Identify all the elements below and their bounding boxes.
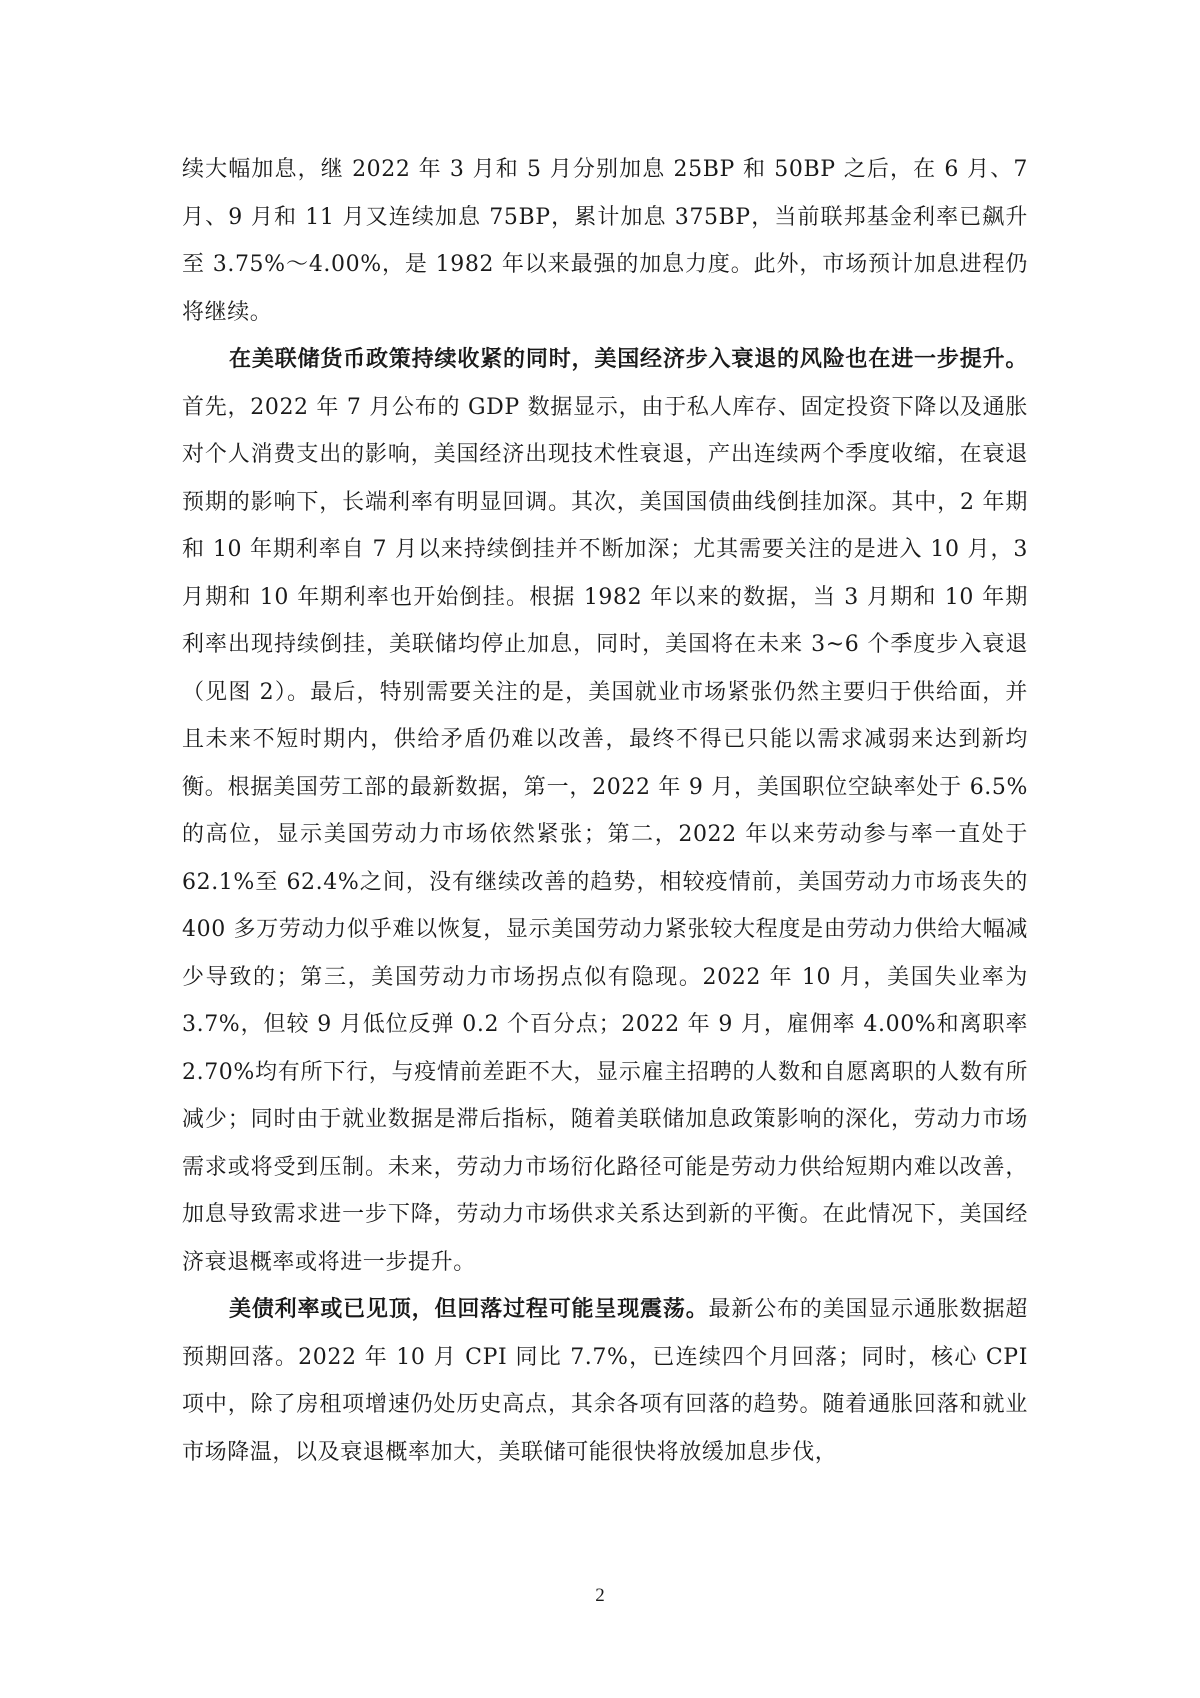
paragraph-body: 首先，2022 年 7 月公布的 GDP 数据显示，由于私人库存、固定投资下降以及通胀对个人消费支出的影响，美国经济出现技术性衰退，产出连续两个季度收缩，在衰退预期的影响下，长端利率有明显回调。其次，美国国债曲线倒挂加深。其中，2 年期和 10 年期利率自 7 月以来持续倒挂并不断加深；尤其需要关注的是进入 10 月，3 月期和 10 年期利率也开始倒挂。根据 1982 年以来的数据，当 3 月期和 10 年期利率出现持续倒挂，美联储均停止加息，同时，美国将在未来 3~6 个季度步入衰退（见图 2）。最后，特别需要关注的是，美国就业市场紧张仍然主要归于供给面，并且未来不短时期内，供给矛盾仍难以改善，最终不得已只能以需求减弱来达到新均衡。根据美国劳工部的最新数据，第一，2022 年 9 月，美国职位空缺率处于 6.5%的高位，显示美国劳动力市场依然紧张；第二，2022 年以来劳动参与率一直处于 62.1%至 62.4%之间，没有继续改善的趋势，相较疫情前，美国劳动力市场丧失的 400 多万劳动力似乎难以恢复，显示美国劳动力紧张较大程度是由劳动力供给大幅减少导致的；第三，美国劳动力市场拐点似有隐现。2022 年 10 月，美国失业率为 3.7%，但较 9 月低位反弹 0.2 个百分点；2022 年 9 月，雇佣率 4.00%和离职率 2.70%均有所下行，与疫情前差距不大，显示雇主招聘的人数和自愿离职的人数有所减少；同时由于就业数据是滞后指标，随着美联储加息政策影响的深化，劳动力市场需求或将受到压制。未来，劳动力市场衍化路径可能是劳动力供给短期内难以改善，加息导致需求进一步下降，劳动力市场供求关系达到新的平衡。在此情况下，美国经济衰退概率或将进一步提升。 bbox=[182, 394, 1028, 1275]
paragraph-lead-sentence: 在美联储货币政策持续收紧的同时，美国经济步入衰退的风险也在进一步提升。 bbox=[229, 346, 1028, 372]
paragraph-body: 续大幅加息，继 2022 年 3 月和 5 月分别加息 25BP 和 50BP 之后，在 6 月、7 月、9 月和 11 月又连续加息 75BP，累计加息 375BP，当前联邦基金利率已飙升至 3.75%～4.00%，是 1982 年以来最强的加息力度。此外，市场预计加息进程仍将继续。 bbox=[182, 157, 1028, 325]
paragraph-recession-risk bbox=[182, 336, 1028, 1286]
page-number: 2 bbox=[595, 1585, 605, 1606]
paragraph-lead-sentence: 美债利率或已见顶，但回落过程可能呈现震荡。 bbox=[229, 1296, 709, 1322]
paragraph-treasury-yield bbox=[182, 1286, 1028, 1476]
body-text bbox=[182, 146, 1028, 1476]
paragraph-body: 最新公布的美国显示通胀数据超预期回落。2022 年 10 月 CPI 同比 7.7%，已连续四个月回落；同时，核心 CPI 项中，除了房租项增速仍处历史高点，其余各项有回落的趋势。随着通胀回落和就业市场降温，以及衰退概率加大，美联储可能很快将放缓加息步伐， bbox=[182, 1297, 1029, 1465]
paragraph-continued bbox=[182, 146, 1028, 336]
